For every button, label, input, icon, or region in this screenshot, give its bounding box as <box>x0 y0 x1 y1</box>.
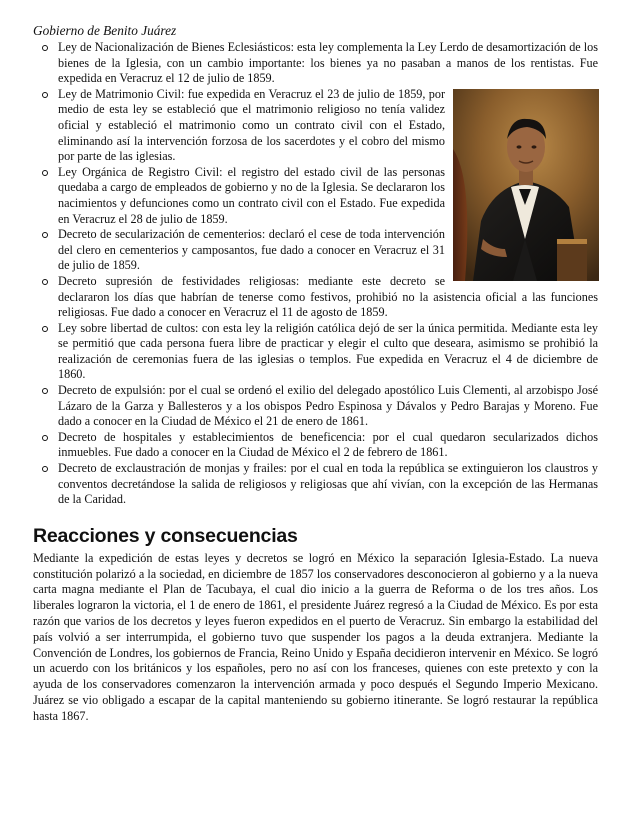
law-text: Decreto supresión de festividades religiosas: mediante este decreto se declararon los días que habrían de tenerse como festivos, prohibió no la asistencia oficial a las funciones religiosas. Fue dado a conocer en Veracruz el 11 de agosto de 1859. <box>58 273 598 320</box>
law-text: Decreto de secularización de cementerios: declaró el cese de toda intervención del clero en cementerios y camposantos, fue dado a conocer en Veracruz el 31 de julio de 1859. <box>58 227 445 273</box>
laws-list <box>33 40 598 508</box>
section-title: Gobierno de Benito Juárez <box>33 23 177 38</box>
bullet-icon <box>42 170 48 176</box>
law-text: Decreto de expulsión: por el cual se ordenó el exilio del delegado apostólico Luis Clementi, al arzobispo José Lázaro de la Garza y Ballesteros y a los obispos Pedro Espinosa y Dávalos y Pedro Barajas y Moreno. Fue dado a conocer en la Ciudad de México el 21 de enero de 1861. <box>58 383 598 429</box>
bullet-icon <box>42 388 48 394</box>
list-item <box>33 87 598 165</box>
bullet-icon <box>42 435 48 441</box>
reactions-heading: Reacciones y consecuencias <box>33 524 298 547</box>
law-text: Ley Orgánica de Registro Civil: el registro del estado civil de las personas quedaba a cargo de empleados de gobierno y no de la Iglesia. Se declararon los nacimientos y defunciones como un contrato civil con el Estado. Fue expedida en Veracruz el 28 de julio de 1859. <box>58 164 445 226</box>
bullet-icon <box>42 279 48 285</box>
bullet-icon <box>42 92 48 98</box>
list-item <box>33 430 598 461</box>
list-item <box>33 274 598 321</box>
bullet-icon <box>42 45 48 51</box>
bullet-icon <box>42 326 48 332</box>
law-text: Ley sobre libertad de cultos: con esta ley la religión católica dejó de ser la única permitida. Mediante esta ley se permitió que cada persona fuera libre de practicar y elegir el culto que deseara, asimismo se prohibió la realización de ceremonias fuera de las iglesias o templos. Fue expedida en Veracruz el 4 de diciembre de 1860. <box>58 320 598 382</box>
bullet-icon <box>42 466 48 472</box>
bullet-icon <box>42 232 48 238</box>
list-item <box>33 165 598 227</box>
list-item <box>33 227 598 274</box>
reactions-paragraph: Mediante la expedición de estas leyes y decretos se logró en México la separación Iglesia-Estado. La nueva constitución polarizó a la sociedad, en diciembre de 1857 los conservadores desconocieron al gobierno y a la nueva carta magna mediante el Plan de Tacubaya, el cual dio inicio a la guerra de Reforma o de los tres años. Los liberales lograron la victoria, el 1 de enero de 1861, el presidente Juárez regresó a la Ciudad de México. Es por esta razón que varios de los decretos y leyes fueron expedidos en el puerto de Veracruz. Sin embargo la estabilidad del país volvió a ser interrumpida, el gobierno tuvo que suspender los pagos a la deuda extranjera. Mediante la Convención de Londres, los gobiernos de Francia, Reino Unido y España decidieron intervenir en México. Se logró un acuerdo con los británicos y los españoles, pero no así con los franceses, quienes con este pretexto y con la ayuda de los conservadores comenzaron la intervención armada y poco después el Segundo Imperio Mexicano. Juárez se vio obligado a escapar de la capital manteniendo su gobierno itinerante. Se logró restaurar la república hasta 1867. <box>33 550 598 723</box>
document-page <box>33 22 598 725</box>
law-text: Decreto de exclaustración de monjas y frailes: por el cual en toda la república se extinguieron los claustros y conventos decretándose la salida de religiosos y religiosas que ahí vivían, con la excepción de las Hermanas de la Caridad. <box>58 461 598 507</box>
list-item <box>33 40 598 87</box>
law-text: Ley de Nacionalización de Bienes Eclesiásticos: esta ley complementa la Ley Lerdo de desamortización de los bienes de la Iglesia, con un cambio importante: los bienes ya no pasaban a manos de los rentistas. Fue expedida en Veracruz el 12 de julio de 1859. <box>58 40 598 86</box>
law-text: Ley de Matrimonio Civil: fue expedida en Veracruz el 23 de julio de 1859, por medio de esta ley se estableció que el matrimonio religioso no tenía validez oficial y estableció el matrimonio como un contrato civil con el Estado, eliminando así la intervención forzosa de los sacerdotes y el cobro del mismo por parte de las iglesias. <box>58 86 445 164</box>
list-item <box>33 461 598 508</box>
law-text: Decreto de hospitales y establecimientos de beneficencia: por el cual quedaron secularizados dichos inmuebles. Fue dado a conocer en la Ciudad de México el 2 de febrero de 1861. <box>58 429 598 460</box>
list-item <box>33 321 598 383</box>
list-item <box>33 383 598 430</box>
